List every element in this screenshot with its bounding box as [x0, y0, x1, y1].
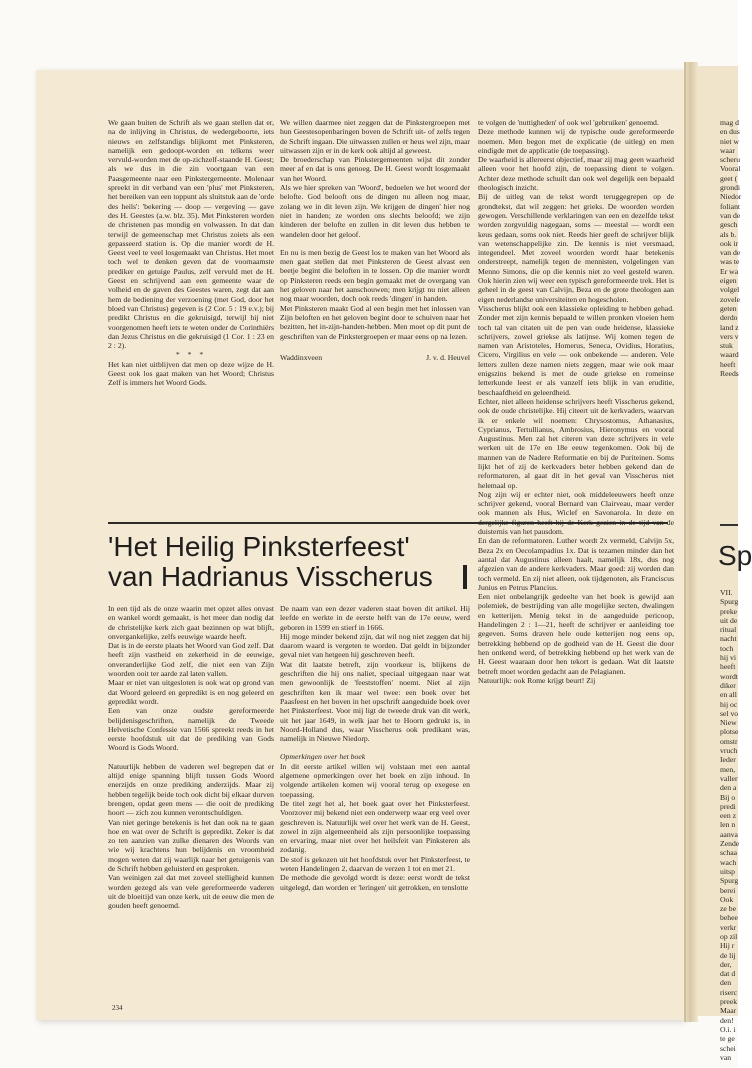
facing-page-line: Vooral	[720, 164, 741, 174]
headline-bar	[463, 565, 467, 589]
facing-page-line: Bij o	[720, 792, 736, 802]
signature-place: Waddinxveen	[280, 352, 323, 362]
facing-page-line: eigen	[720, 276, 737, 286]
paragraph: Nog zijn wij er echter niet, ook middeleeuwers heeft onze schrijver gekend, vooral Bernard van Clairveau, maar verder ook mannen als Hus, Wiclef en Savonarola. In deze en dergelijke figuren heeft hij de Kerk gezien in de tijd van de duisternis van het pausdom.	[478, 489, 674, 537]
paragraph: Een niet onbelangrijk gedeelte van het boek is gewijd aan polemiek, de bestrijding van alle mogelijke secten, dwalingen en ketterijen. Menig tekst in de aangeduide pericoop, Handelingen 2 : 1—21, heeft de schrijver er aanleiding toe gegeven. Soms draven hele oude ketterijen nog eens op, betrekking hebbend op de godheid van de H. Geest die door hen ontkend werd, of betrekking hebbend op het werk van de H. Geest waaraan door hen tekort is gedaan. Wat dit laatste betreft moet worden gedacht aan de Pelagianen.	[478, 592, 674, 676]
paragraph: In dit eerste artikel willen wij volstaan met een aantal algemene opmerkingen over het boek en zijn inhoud. In volgende artikelen komen wij vooral terug op exegese en toepassing.	[280, 761, 470, 799]
paragraph: Een van onze oudste gereformeerde belijdenisgeschriften, namelijk de Tweede Helvetische Confessie van 1566 spreekt reeds in het eerste hoofdstuk uit dat de prediking van Gods Woord is Gods Woord.	[108, 706, 274, 753]
paragraph: De methode die gevolgd wordt is deze: eerst wordt de tekst uitgelegd, dan worden er 'leringen' uit getrokken, en tenslotte	[280, 873, 470, 892]
facing-page-line: ze be	[720, 904, 737, 914]
facing-page-line: grondi	[720, 183, 741, 193]
facing-page-line: uit de	[720, 615, 738, 625]
facing-page-line: dat d	[720, 969, 736, 979]
facing-page-line: Ook	[720, 894, 734, 904]
facing-page-line: scheru	[720, 155, 741, 165]
facing-page-line: nacht	[720, 634, 737, 644]
facing-page-line: diker	[720, 680, 736, 690]
facing-page-line: predi	[720, 801, 736, 811]
facing-page-line: als b.	[720, 229, 737, 239]
signature-author: J. v. d. Heuvel	[426, 352, 470, 362]
facing-page-line: behee	[720, 913, 738, 923]
facing-page	[698, 66, 752, 1062]
facing-page-line: Spurg	[720, 876, 739, 886]
facing-page-line: en dus	[720, 127, 740, 137]
paragraph: Het kan niet uitblijven dat men op deze wijze de H. Geest ook los gaat maken van het Woord; Christus Zelf is immers het Woord Gods.	[108, 359, 274, 388]
top-article-column-2	[280, 118, 470, 516]
paragraph: We gaan buiten de Schrift als we gaan stellen dat er, na de inlijving in Christus, de wedergeboorte, iets nieuws en zelfstandigs blijkomt met Pinksteren, namelijk een gedoopt-worden en telkens weer vervuld-worden met de op-zichzelf-staande H. Geest; als we dus in die zin voortgaan van een Paasgemeente naar een Pinkstergemeente. Molenaar spreekt in dit verband van een 'plus' met Pinksteren, het bereiken van een toppunt als sluitstuk aan de 'orde des heils': 'bekering — doop — vergeving — gave des H. Geestes (a.w. blz. 35). Met Pinksteren worden de christenen pas mondig en volwassen. In dat dan terwijl de gemeenschap met Christus zoiets als een gepasseerd station is. Op die manier wordt de H. Geest veel te veel losgemaakt van Christus. Het moet toch wel te denken geven dat de voornaamste prediker en getuige Paulus, zelf vervuld met de H. Geest en schrijvend aan een gemeente waar de volheid en de gaven des Geestes waren, zegt dat aan hem de bediening der verzoening (met God, door het bloed van Christus) gegeven is (2 Cor. 5 : 19 e.v.); bij predikt Christus en die gekruisigd, terwijl hij niet voorgenomen heeft iets te weten onder de Corinthiërs dan Jezus Christus en die gekruisigd (1 Cor. 1 : 23 en 2 : 2).	[108, 118, 274, 351]
facing-page-line: Reeds	[720, 369, 739, 379]
paragraph: Echter, niet alleen heidense schrijvers heeft Visscherus gekend, ook de oude christelijke. Hij citeert uit de kerkvaders, waarvan ik er enkele wil noemen: Chrysostomus, Athanasius, Cyprianus, Tertullianus, Ambrosius, Hieronymus en vooral Augustinus. Men zal het citeren van deze schrijvers in vele werken uit de 17e en 18e eeuw tegenkomen. Ook bij de mannen van de Nadere Reformatie en bij de Puriteinen. Soms lijkt het of zij de kerkvaders beter hebben gekend dan de reformatoren, al gaat dit in het geval van Visscherus niet helemaal op.	[478, 396, 674, 490]
facing-page-line: volgel	[720, 285, 740, 295]
facing-page-line: heeft	[720, 662, 736, 672]
facing-page-line: Niew	[720, 718, 737, 728]
facing-page-line: van	[720, 1052, 732, 1062]
paragraph: Met Pinksteren maakt God al een begin met het inlossen van Zijn beloften en het geloven begint door te schuiven naar het bezitten, het in-zijn-handen-hebben. Men moet op dit punt de geschriften van de Pinkstergroepen er maar eens op na lezen.	[280, 303, 470, 341]
facing-page-line: den a	[720, 783, 737, 793]
facing-page-line: omstr	[720, 736, 738, 746]
facing-page-line: verkr	[720, 922, 737, 932]
subheading: Opmerkingen over het boek	[280, 752, 366, 762]
facing-page-line: Zende	[720, 839, 740, 849]
paragraph: Van weinigen zal dat met zoveel stelligheid kunnen worden gezegd als van vele gereformeerde vaderen uit de bloeitijd van onze kerk, uit de eeuw die men de gouden heeft genoemd.	[108, 873, 274, 911]
facing-page-line: derdo	[720, 313, 738, 323]
facing-page-line: was te	[720, 257, 740, 267]
facing-page-line: van de	[720, 248, 741, 258]
paragraph: Dat is in de eerste plaats het Woord van God zelf. Dat heeft zijn vastheid en zekerheid in de eeuwige, onveranderlijke God zelf, die niet een van Zijn woorden ooit ter aarde zal laten vallen.	[108, 641, 274, 679]
facing-page-line: schaa	[720, 848, 738, 858]
facing-page-line: sel vo	[720, 708, 739, 718]
facing-page-line: Spurg	[720, 597, 739, 607]
facing-page-line: Maar	[720, 1006, 737, 1016]
facing-page-line: waar	[720, 145, 735, 155]
facing-page-line: men,	[720, 764, 736, 774]
paragraph: De naam van een dezer vaderen staat boven dit artikel. Hij leefde en werkte in de eerste helft van de 17e eeuw, werd geboren in 1599 en stierf in 1666.	[280, 604, 470, 632]
facing-page-line: en all	[720, 690, 737, 700]
facing-page-rule	[720, 524, 738, 526]
page-number: 234	[112, 1004, 123, 1012]
facing-page-line: van de	[720, 210, 741, 220]
paragraph: Maar er niet van uitgesloten is ook wat op grond van dat Woord geleerd en gepredikt is en nog geleerd en gepredikt wordt.	[108, 678, 274, 706]
paragraph: De titel zegt het al, het boek gaat over het Pinksterfeest. Voorzover mij bekend niet een onderwerp waar erg veel over geschreven is. Natuurlijk wel over het werk van de H. Geest, zowel in zijn algemeenheid als zijn persoonlijke toepassing en ervaring, maar niet over het heilsfeit van Pinksteren als zodanig.	[280, 798, 470, 855]
facing-page-line: riserc	[720, 987, 738, 997]
page-gutter	[684, 62, 698, 1022]
facing-page-line: een z	[720, 811, 737, 821]
facing-page-line: der,	[720, 959, 732, 969]
facing-page-line: zovele	[720, 294, 741, 304]
facing-page-line: wordt	[720, 671, 738, 681]
facing-page-line: plotse	[720, 727, 739, 737]
facing-page-line: hij oc	[720, 699, 738, 709]
paragraph: Hij moge minder bekend zijn, dat wil nog niet zeggen dat hij daarom waard is vergeten te worden. Dat geldt in bijzonder geval niet van hetgeen hij geschreven heeft.	[280, 631, 470, 660]
headline-line-2: van Hadrianus Visscherus	[108, 561, 433, 592]
facing-page-top-text	[720, 118, 740, 378]
facing-page-line: vers v	[720, 331, 739, 341]
main-article-column-1	[108, 604, 274, 996]
facing-page-line: geten	[720, 303, 737, 313]
facing-page-line: op zil	[720, 931, 738, 941]
paragraph: te volgen de 'nuttigheden' of ook wel 'gebruiken' genoemd.	[478, 118, 659, 127]
facing-page-line: den!	[720, 1015, 734, 1025]
paragraph: Natuurlijk: ook Rome krijgt beurt! Zij	[478, 675, 596, 685]
facing-page-line: O.i. i	[720, 1024, 736, 1034]
facing-page-line: wach	[720, 857, 737, 867]
main-article-column-2	[280, 604, 470, 996]
facing-page-line: ook ir	[720, 238, 739, 248]
facing-page-line: Er wa	[720, 266, 739, 276]
facing-page-line: gesch	[720, 220, 738, 230]
facing-page-line: stuk	[720, 341, 733, 351]
facing-page-line: foliant	[720, 201, 741, 211]
page-fold	[684, 62, 686, 1022]
paragraph: De broederschap van Pinkstergemeenten wijst dit zonder meer af en dat is ons genoeg. De H. Geest wordt losgemaakt van het Woord.	[280, 155, 470, 183]
main-article-column-3	[478, 118, 674, 996]
facing-page-line: mag d	[720, 118, 740, 127]
facing-page-line: preek	[720, 997, 738, 1007]
paragraph: We willen daarmee niet zeggen dat de Pinkstergroepen met hun Geestesopenbaringen boven de Schrift uit- of zelfs tegen de Schrift ingaan. Die uitwassen zullen er heus wel zijn, maar uitwassen zijn er in de kerk ook altijd al geweest.	[280, 118, 470, 155]
paragraph: Van niet geringe betekenis is het dan ook na te gaan hoe en wat over de Schrift is gepredikt. Zeker is dat zo ten aanzien van zulke dienaren des Woords van wie wij krachtens hun belijdenis en vroomheid mogen weten dat zij waarlijk naar het getuigenis van de Schrift hebben geluisterd en gesproken.	[108, 817, 274, 874]
facing-page-headline: Sp	[718, 540, 752, 571]
top-article-column-1	[108, 118, 274, 516]
facing-page-line: Niedor	[720, 192, 742, 202]
headline-line-1: 'Het Heilig Pinksterfeest'	[108, 531, 410, 562]
facing-page-line: waard	[720, 350, 739, 360]
facing-page-line: heeft	[720, 359, 736, 369]
facing-page-line: valler	[720, 773, 738, 783]
paragraph: De waarheid is allereerst objectief, maar zij mag geen waarheid alleen voor het hoofd zijn, de toepassing dient te volgen. Achter deze methode schuilt dan ook wel degelijk een bepaald theologisch inzicht.	[478, 155, 674, 193]
paragraph: Bij de uitleg van de tekst wordt teruggegrepen op de grondtekst, dat wil zeggen: het grieks. De woorden worden gewogen. Verschillende verklaringen van een en dezelfde tekst worden zorgvuldig nagegaan, soms — meestal — wordt een keus gedaan, soms ook niet. Reeds hier geeft de schrijver blijk van wetenschappelijke zin. De kennis is niet versmaad, integendeel. Met zoveel woorden wordt haar betekenis onderstreept, namelijk tegen de mennisten, volgelingen van Menno Simons, die op die kennis niet zo veel gesteld waren. Ook hierin zien wij weer een typisch gereformeerde trek. Het is geheel in de geest van Calvijn, Beza en de grote theologen aan eigen nederlandse universiteiten en hogescholen.	[478, 192, 674, 304]
facing-page-line: hij vi	[720, 653, 737, 663]
facing-page-line: len n	[720, 820, 736, 830]
facing-page-line: te ge	[720, 1034, 735, 1044]
facing-page-line: Ieder	[720, 755, 736, 765]
facing-page-line: niet w	[720, 136, 740, 146]
facing-page-line: den	[720, 978, 732, 988]
paragraph: Wat dit laatste betreft, zijn voorkeur is, blijkens de geschriften die hij ons naliet, speciaal uitgegaan naar wat men gewoonlijk de 'feeststoffen' noemt. Niet al zijn geschriften ken ik maar wel twee: een boek over het Paasfeest en het boven in het opschrift aangeduide boek over het Pinksterfeest. Voor mij ligt de tweede druk van dit werk, uit het jaar 1649, in welk jaar het te Hoorn gedrukt is, in Noord-Holland dus, waar Visscherus ook predikant was, namelijk in Nieuwe Niedorp.	[280, 659, 470, 744]
facing-page-line: de lij	[720, 950, 736, 960]
paragraph: Visscherus blijkt ook een klassieke opleiding te hebben gehad. Zonder met zijn kennis bepaald te willen pronken vloeien hem toch tal van citaten uit de pen van oude heidense, klassieke schrijvers, zowel griekse als latijnse. Wij komen tegen de namen van Aristoteles, Homerus, Seneca, Ovidius, Horatius, Cicero, Virgilius en vele — ook onbekende — anderen. Vele letters zullen deze namen niets zeggen, maar wie ook maar enigszins bekend is met de oude griekse en romeinse letterkunde leest er als vanzelf iets blijk in van eruditie, beschaafdheid en geleerdheid.	[478, 303, 674, 397]
paragraph: De stof is gekozen uit het hoofdstuk over het Pinksterfeest, te weten Handelingen 2, daarvan de verzen 1 tot en met 21.	[280, 854, 470, 874]
paragraph: Als we hier spreken van 'Woord', bedoelen we het woord der belofte. God belooft ons de dingen nu alleen nog maar, zolang we in dit leven zijn. We krijgen de dingen' hier nog niet in handen; ze worden ons slechts beloofd; we zijn kinderen der belofte en zullen in dit leven dus hebben te wandelen door het geloof.	[280, 183, 470, 239]
facing-page-line: schei	[720, 1043, 736, 1053]
facing-page-line: land z	[720, 322, 739, 332]
paragraph: En nu is men bezig de Geest los te maken van het Woord als men gaat stellen dat met Pinksteren de Geest alvast een beetje begint die beloften in te lossen. Op die manier wordt op Pinksteren reeds een begin gemaakt met de overgang van het geloven naar het aanschouwen; men krijgt nu niet alleen nog maar woorden, doch ook reeds 'dingen' in handen.	[280, 247, 470, 304]
section-stars: * * *	[175, 350, 207, 360]
paragraph: Natuurlijk hebben de vaderen wel begrepen dat er altijd enige spanning blijft tussen Gods Woord enerzijds en onze prediking anderzijds. Maar zij hebben tegelijk beide toch ook dicht bij elkaar durven brengen, opdat geen mens — die ooit de prediking hoort — zich zou kunnen verontschuldigen.	[108, 761, 274, 818]
signature	[280, 353, 470, 362]
facing-page-line: geet (	[720, 173, 738, 183]
paragraph: In een tijd als de onze waarin met opzet alles onvast en wankel wordt gemaakt, is het meer dan nodig dat de christelijke kerk zich gaat bezinnen op wat blijft, onvergankelijke, zelfs eeuwige waarde heeft.	[108, 604, 274, 641]
paragraph: En dan de reformatoren. Luther wordt 2x vermeld, Calvijn 5x, Beza 2x en Oecolampadius 1x. Dat is tezamen minder dan het aantal dat Augustinus alleen haalt, namelijk 18x, dus nog afgezien van de andere kerkvaders. Maar goed: zij worden dan toch vermeld. En zij niet alleen, ook tijdgenoten, als Franciscus Junius en Petrus Plancius.	[478, 536, 674, 592]
facing-page-line: aanva	[720, 829, 738, 839]
facing-page-line: Hij r	[720, 941, 735, 951]
facing-page-line: ritual	[720, 625, 737, 635]
paragraph: Deze methode kunnen wij de typische oude gereformeerde noemen. Men begon met de explicatie (de uitleg) en men eindigde met de applicatie (de toepassing).	[478, 127, 674, 155]
facing-page-line: berei	[720, 885, 736, 895]
facing-page-line: VII.	[720, 588, 733, 597]
facing-page-line: vruch	[720, 746, 738, 756]
facing-page-line: uitsp	[720, 866, 735, 876]
facing-page-line: toch	[720, 643, 734, 653]
facing-page-bottom-text	[720, 588, 740, 1062]
facing-page-line: preke	[720, 606, 738, 616]
